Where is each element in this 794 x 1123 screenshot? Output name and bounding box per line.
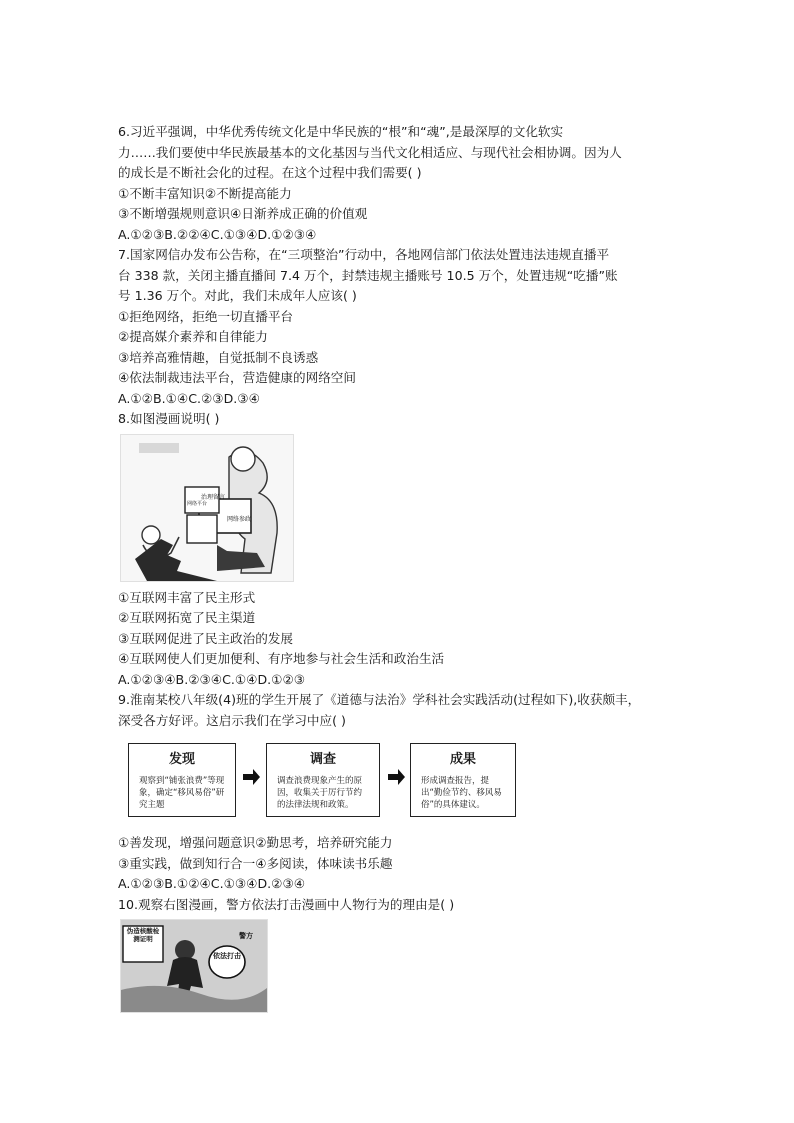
q8-stem-line1: 8.如图漫画说明( ) [118,411,220,426]
q8-choices: A.①②③④B.②③④C.①④D.①②③ [118,671,306,687]
q10-cartoon-image [120,919,268,1013]
question-6 [118,122,684,245]
q9-option-2: ③重实践，做到知行合一④多阅读，体味读书乐趣 [118,855,393,871]
q9-stem-line2: 深受各方好评。这启示我们在学习中应( ) [118,712,346,728]
q7-stem-line1: 7.国家网信办发布公告称，在“三项整治”行动中，各地网信部门依法处置违法违规直播平 [118,247,610,262]
q7-option-2: ②提高媒介素养和自律能力 [118,329,268,344]
question-8 [118,409,684,690]
q7-option-1: ①拒绝网络，拒绝一切直播平台 [118,308,294,324]
q6-option-2: ③不断增强规则意识④日渐养成正确的价值观 [118,206,368,221]
flow-step-title: 调查 [309,752,336,767]
exam-page [118,122,684,1013]
q10-cartoon-label-2: 依法打击 [213,952,241,960]
q6-stem-line2: 力……我们要使中华民族最基本的文化基因与当代文化相适应、与现代社会相协调。因为人 [118,144,622,160]
flow-step-title: 成果 [449,752,476,767]
q8-option-3: ③互联网促进了民主政治的发展 [118,630,294,646]
q10-cartoon-label-3: 警方 [239,932,253,940]
question-7 [118,245,684,409]
q9-process-flow [120,737,684,825]
arrow-right-icon [241,767,261,787]
q10-cartoon-drawing [121,920,267,1012]
q7-stem-line2: 台 338 款，关闭主播直播间 7.4 万个，封禁违规主播账号 10.5 万个，处置违规“吃播”账 [118,267,618,283]
q6-option-1: ①不断丰富知识②不断提高能力 [118,185,292,201]
q7-option-4: ④依法制裁违法平台，营造健康的网络空间 [118,370,356,385]
q10-stem-line1: 10.观察右图漫画，警方依法打击漫画中人物行为的理由是( ) [118,896,455,912]
q8-option-1: ①互联网丰富了民主形式 [118,589,256,605]
question-9 [118,690,684,895]
q8-cartoon-drawing [121,435,293,581]
q10-cartoon-label-1: 伪造核酸检测证明 [126,927,160,943]
q6-stem-line1: 6.习近平强调，中华优秀传统文化是中华民族的“根”和“魂”,是最深厚的文化软实 [118,124,564,139]
flow-step-text: 形成调查报告，提出“勤俭节约、移风易俗”的具体建议。 [421,775,502,810]
q8-cartoon-label-2: 网络平台 [187,500,208,507]
flow-step-discover [128,743,236,817]
q8-cartoon-label-3: 网络参政 [227,515,252,523]
q7-stem-line3: 号 1.36 万个。对此，我们未成年人应该( ) [118,288,357,303]
flow-step-title: 发现 [168,752,195,767]
flow-step-result [410,743,516,817]
q6-stem-line3: 的成长是不断社会化的过程。在这个过程中我们需要( ) [118,165,422,180]
q7-choices: A.①②B.①④C.②③D.③④ [118,390,260,406]
arrow-right-icon [386,767,406,787]
q6-choices: A.①②③B.②②④C.①③④D.①②③④ [118,226,317,242]
flow-step-investigate [266,743,380,817]
flow-step-text: 观察到“铺张浪费”等现象，确定“移风易俗”研究主题 [139,775,225,810]
q8-option-4: ④互联网使人们更加便利、有序地参与社会生活和政治生活 [118,651,445,666]
q7-option-3: ③培养高雅情趣，自觉抵制不良诱惑 [118,349,319,365]
question-10 [118,895,684,1014]
q8-option-2: ②互联网拓宽了民主渠道 [118,610,256,625]
q9-choices: A.①②③B.①②④C.①③④D.②③④ [118,876,306,891]
q9-option-1: ①善发现，增强问题意识②勤思考，培养研究能力 [118,835,393,850]
q9-stem-line1: 9.淮南某校八年级(4)班的学生开展了《道德与法治》学科社会实践活动(过程如下),收获颇丰， [118,692,641,707]
q8-cartoon-label-1: 治理留言 [201,493,226,501]
q8-cartoon-image [120,434,294,582]
flow-step-text: 调查浪费现象产生的原因，收集关于厉行节约的法律法规和政策。 [277,775,363,810]
